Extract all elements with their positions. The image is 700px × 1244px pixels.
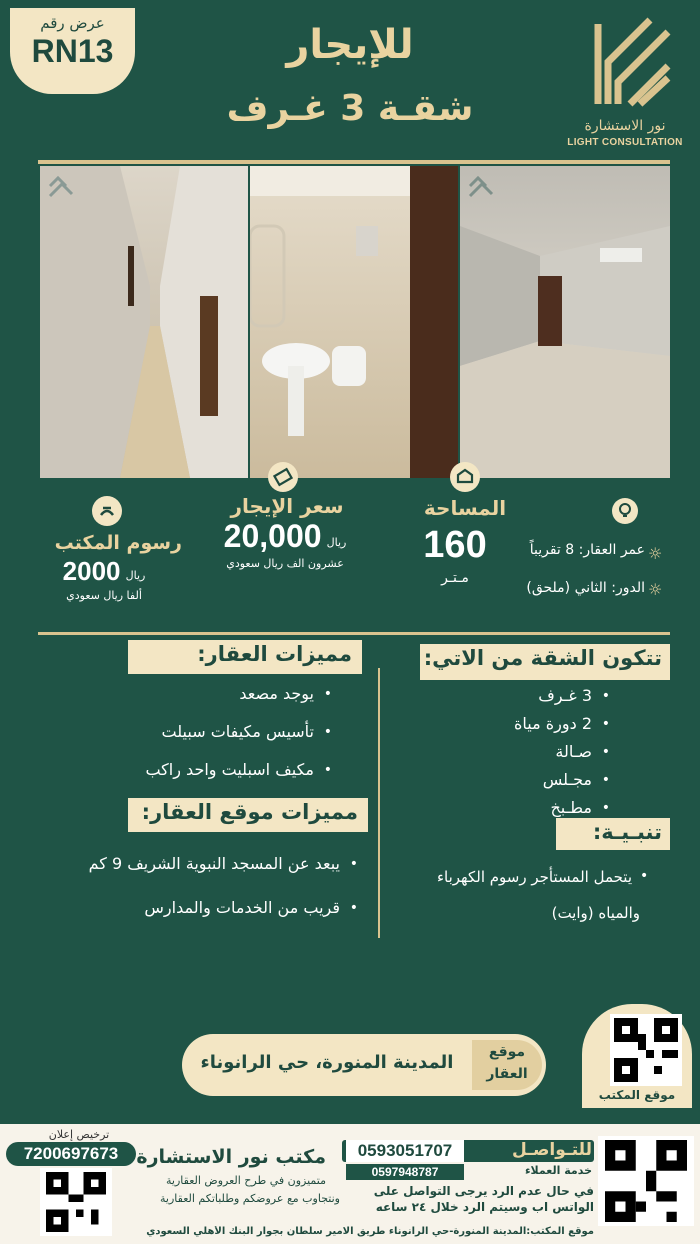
composition-list xyxy=(480,686,592,816)
office-qr-code[interactable] xyxy=(610,1014,682,1086)
license-label: ترخيص إعلان xyxy=(48,1128,110,1141)
riyal-icon: ريال xyxy=(326,536,347,549)
location-features-title: مميزات موقع العقار: xyxy=(128,798,368,832)
service-phone[interactable]: 0597948787 xyxy=(346,1164,464,1180)
list-item: صـالة • xyxy=(555,742,592,761)
license-qr-code[interactable] xyxy=(40,1168,112,1236)
info-icon xyxy=(612,498,638,524)
qr-icon xyxy=(614,1018,678,1082)
office-fee-label: رسوم المكتب xyxy=(54,532,182,554)
list-item: يبعد عن المسجد النبوية الشريف 9 كم • xyxy=(89,854,340,873)
notice-bullet-icon: • xyxy=(640,868,649,884)
brand-name-ar: نور الاستشارة xyxy=(584,118,666,134)
location-features-list xyxy=(60,854,340,934)
list-item: مجـلس • xyxy=(543,770,592,789)
detail-age: عمر العقار: 8 تقريباً xyxy=(529,542,645,558)
logo-mark-icon xyxy=(578,12,678,120)
slogan-2: ونتجاوب مع عروضكم وطلباتكم العقارية xyxy=(160,1192,340,1205)
detail-bulb-icon: ☼ xyxy=(648,580,663,599)
office-address: موقع المكتب:المدينة المنورة-حي الرانوناء طريق الامير سلطان بجوار البنك الأهلي السعودي xyxy=(146,1226,594,1237)
contact-qr-code[interactable] xyxy=(598,1136,694,1226)
notice-text-2: والمياه (وايت) xyxy=(551,904,640,922)
list-item: 2 دورة مياة • xyxy=(514,714,592,733)
qr-icon xyxy=(44,1172,108,1232)
area-icon xyxy=(450,462,480,492)
list-item: مكيف اسبليت واحد راكب • xyxy=(145,760,314,779)
office-fee-amount xyxy=(44,556,164,586)
license-number: 7200697673 xyxy=(6,1142,136,1166)
whatsapp-line-1: في حال عدم الرد يرجى التواصل على xyxy=(373,1184,594,1198)
office-fee-icon xyxy=(92,496,122,526)
features-title: مميزات العقار: xyxy=(128,640,362,674)
list-item: تأسيس مكيفات سبيلت • xyxy=(162,722,314,741)
office-fee-value: 2000 xyxy=(62,556,121,586)
list-item: يوجد مصعد • xyxy=(239,684,314,703)
notice-text-1: يتحمل المستأجر رسوم الكهرباء xyxy=(436,868,632,886)
rent-label: سعر الإيجار xyxy=(230,494,344,518)
riyal-icon: ريال xyxy=(125,569,146,582)
contact-label: للتـواصـل xyxy=(512,1140,592,1160)
page-title: للإيجار xyxy=(286,22,414,68)
slogan-1: متميزون في طرح العروض العقارية xyxy=(166,1174,326,1187)
rent-amount xyxy=(200,518,370,554)
offer-badge xyxy=(10,8,135,94)
rent-words: عشرون الف ريال سعودي xyxy=(226,557,344,570)
detail-floor: الدور: الثاني (ملحق) xyxy=(526,580,645,596)
offer-number: RN13 xyxy=(31,33,114,69)
column-divider xyxy=(378,668,380,938)
notice-title: تنبـيـة: xyxy=(556,818,670,850)
page-subtitle: شقـة 3 غـرف xyxy=(226,88,474,129)
brand-name-en: LIGHT CONSULTATION xyxy=(567,137,683,148)
list-item: 3 غـرف • xyxy=(538,686,592,705)
phone-number[interactable]: 0593051707 xyxy=(346,1140,464,1162)
office-qr-label: موقع المكتب xyxy=(598,1088,676,1102)
service-label: خدمة العملاء xyxy=(524,1164,592,1177)
offer-label: عرض رقم xyxy=(40,14,105,32)
location-value: المدينة المنورة، حي الرانوناء xyxy=(200,1052,454,1073)
area-unit: مـتـر xyxy=(441,570,469,586)
location-label-1: موقع xyxy=(488,1044,526,1060)
qr-icon xyxy=(602,1140,690,1222)
brand-logo xyxy=(578,12,678,120)
header-divider xyxy=(38,160,670,164)
detail-bulb-icon: ☼ xyxy=(648,544,663,563)
list-item: قريب من الخدمات والمدارس • xyxy=(144,898,340,917)
office-fee-words: ألفا ريال سعودي xyxy=(66,589,142,602)
list-item: مطـبخ • xyxy=(550,798,592,817)
area-value: 160 xyxy=(423,524,487,566)
features-list xyxy=(100,684,314,794)
rent-icon xyxy=(268,462,298,492)
rent-value: 20,000 xyxy=(223,518,322,554)
office-name: مكتب نور الاستشارة xyxy=(136,1146,326,1168)
photo-room xyxy=(460,166,670,478)
whatsapp-line-2: الواتس اب وسيتم الرد خلال ٢٤ ساعه xyxy=(375,1200,594,1214)
photo-hallway xyxy=(40,166,248,478)
stats-divider xyxy=(38,632,670,635)
composition-title: تتكون الشقة من الاتي: xyxy=(420,644,670,680)
photo-bathroom xyxy=(250,166,458,478)
area-label: المساحة xyxy=(423,496,507,520)
location-label-2: العقار xyxy=(486,1066,528,1082)
